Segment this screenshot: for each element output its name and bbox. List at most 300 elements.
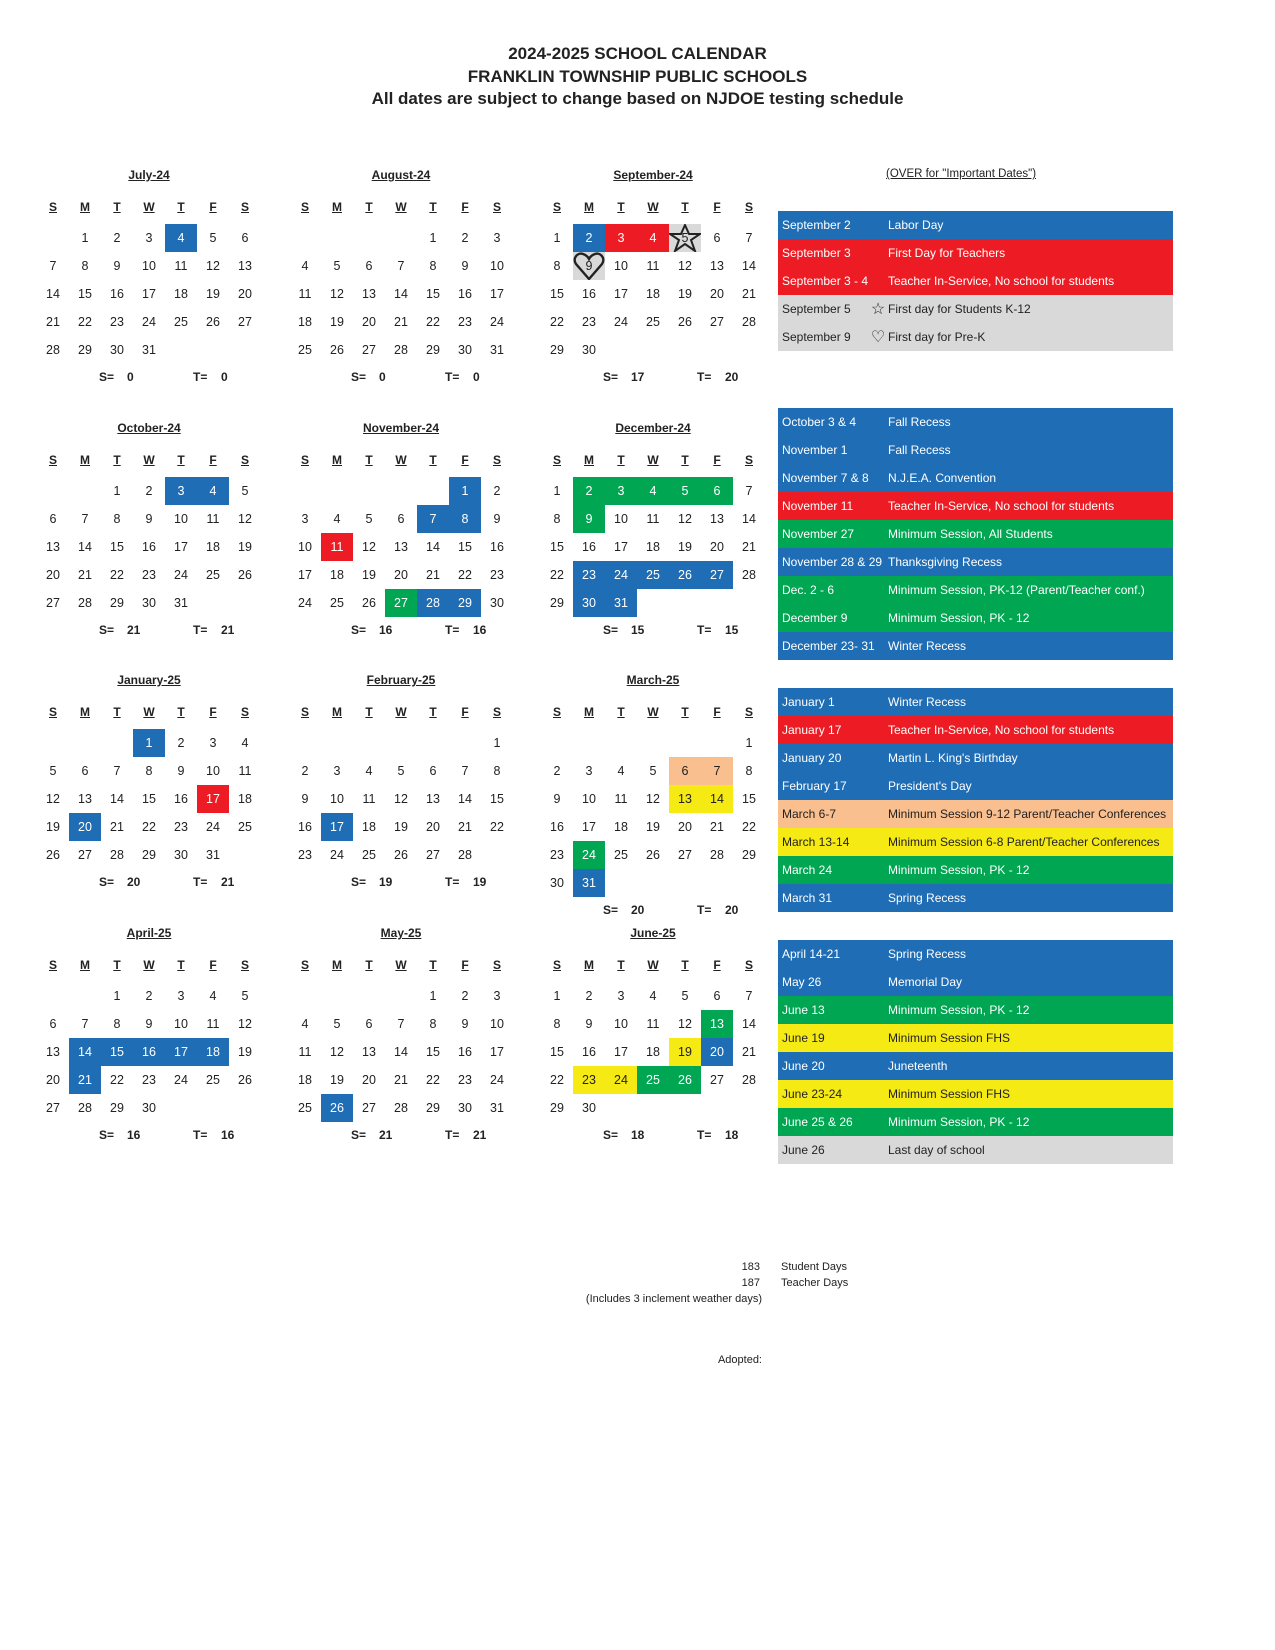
day-cell bbox=[37, 533, 69, 561]
day-number: 2 bbox=[585, 231, 593, 245]
day-number: 6 bbox=[713, 231, 721, 245]
empty-cell bbox=[289, 982, 321, 1010]
student-total: 18 bbox=[631, 1128, 645, 1142]
day-number: 19 bbox=[678, 287, 692, 301]
day-cell bbox=[481, 477, 513, 505]
day-number: 1 bbox=[553, 484, 561, 498]
weekday-header: F bbox=[209, 453, 217, 467]
day-number: 10 bbox=[614, 259, 628, 273]
teacher-total-label: T= bbox=[445, 370, 460, 384]
day-number: 30 bbox=[582, 343, 596, 357]
day-number: 20 bbox=[710, 287, 724, 301]
teacher-total-label: T= bbox=[193, 875, 208, 889]
day-cell bbox=[101, 589, 133, 617]
day-number: 17 bbox=[330, 820, 344, 834]
day-number: 12 bbox=[238, 1017, 252, 1031]
day-number: 20 bbox=[678, 820, 692, 834]
student-total: 0 bbox=[379, 370, 386, 384]
day-number: 18 bbox=[206, 1045, 220, 1059]
day-number: 13 bbox=[78, 792, 92, 806]
day-cell bbox=[637, 813, 669, 841]
day-number: 14 bbox=[426, 540, 440, 554]
calendar-title: 2024-2025 SCHOOL CALENDAR bbox=[508, 44, 767, 63]
day-number: 14 bbox=[78, 540, 92, 554]
student-total: 21 bbox=[379, 1128, 393, 1142]
day-number: 5 bbox=[681, 484, 689, 498]
day-cell bbox=[385, 533, 417, 561]
day-number: 15 bbox=[550, 1045, 564, 1059]
day-cell bbox=[229, 280, 261, 308]
day-number: 7 bbox=[81, 1017, 89, 1031]
day-cell bbox=[669, 757, 701, 785]
legend-label: Thanksgiving Recess bbox=[888, 555, 1003, 569]
day-cell bbox=[385, 252, 417, 280]
day-number: 17 bbox=[490, 287, 504, 301]
day-cell bbox=[481, 336, 513, 364]
day-cell bbox=[165, 252, 197, 280]
month-grid bbox=[289, 701, 513, 869]
teacher-total: 20 bbox=[725, 903, 739, 917]
day-cell bbox=[385, 813, 417, 841]
day-cell bbox=[701, 813, 733, 841]
empty-cell bbox=[289, 224, 321, 252]
day-number: 19 bbox=[330, 1073, 344, 1087]
legend-date: January 1 bbox=[782, 695, 835, 709]
day-cell bbox=[37, 336, 69, 364]
day-cell bbox=[197, 757, 229, 785]
weekday-header: S bbox=[48, 705, 57, 719]
legend-label: Last day of school bbox=[888, 1143, 985, 1157]
day-cell bbox=[481, 785, 513, 813]
day-cell bbox=[37, 1038, 69, 1066]
day-cell bbox=[69, 841, 101, 869]
student-total-label: S= bbox=[351, 1128, 367, 1142]
legend-date: June 26 bbox=[782, 1143, 825, 1157]
day-number: 2 bbox=[145, 989, 153, 1003]
legend-label: Spring Recess bbox=[888, 891, 967, 905]
day-number: 27 bbox=[362, 343, 376, 357]
day-number: 22 bbox=[458, 568, 472, 582]
day-number: 8 bbox=[145, 764, 153, 778]
empty-cell bbox=[417, 477, 449, 505]
day-number: 11 bbox=[238, 764, 252, 778]
day-cell bbox=[37, 1010, 69, 1038]
day-cell bbox=[733, 1010, 765, 1038]
day-number: 25 bbox=[238, 820, 252, 834]
empty-cell bbox=[37, 477, 69, 505]
weekday-header: S bbox=[552, 453, 561, 467]
day-number: 24 bbox=[614, 568, 628, 582]
day-cell bbox=[229, 757, 261, 785]
day-cell bbox=[197, 280, 229, 308]
day-cell bbox=[289, 589, 321, 617]
day-cell bbox=[69, 813, 101, 841]
legend-row bbox=[778, 576, 1173, 604]
legend-row bbox=[778, 548, 1173, 576]
day-number: 3 bbox=[617, 231, 625, 245]
legend-date: November 11 bbox=[782, 499, 854, 513]
day-cell bbox=[449, 533, 481, 561]
day-number: 7 bbox=[713, 764, 721, 778]
day-cell bbox=[573, 252, 605, 280]
legend-date: September 3 bbox=[782, 246, 851, 260]
day-number: 2 bbox=[177, 736, 185, 750]
empty-cell bbox=[353, 982, 385, 1010]
day-totals bbox=[289, 875, 513, 889]
day-cell bbox=[289, 1066, 321, 1094]
day-number: 6 bbox=[713, 989, 721, 1003]
day-number: 24 bbox=[206, 820, 220, 834]
legend-label: Minimum Session, PK - 12 bbox=[888, 1115, 1030, 1129]
day-cell bbox=[321, 785, 353, 813]
student-total-label: S= bbox=[351, 370, 367, 384]
day-number: 4 bbox=[209, 484, 217, 498]
teacher-total-label: T= bbox=[445, 623, 460, 637]
day-number: 30 bbox=[582, 1101, 596, 1115]
day-number: 25 bbox=[298, 1101, 312, 1115]
day-number: 13 bbox=[46, 1045, 60, 1059]
day-number: 4 bbox=[617, 764, 625, 778]
day-cell bbox=[733, 561, 765, 589]
month-grid bbox=[289, 954, 513, 1122]
day-number: 29 bbox=[142, 848, 156, 862]
legend-row bbox=[778, 856, 1173, 884]
day-number: 8 bbox=[461, 512, 469, 526]
legend-date: March 24 bbox=[782, 863, 833, 877]
day-cell bbox=[417, 757, 449, 785]
empty-cell bbox=[321, 729, 353, 757]
day-cell bbox=[417, 533, 449, 561]
day-number: 22 bbox=[550, 568, 564, 582]
day-cell bbox=[321, 757, 353, 785]
day-cell bbox=[733, 477, 765, 505]
day-cell bbox=[289, 813, 321, 841]
day-cell bbox=[733, 813, 765, 841]
day-cell bbox=[229, 224, 261, 252]
day-cell bbox=[37, 813, 69, 841]
day-number: 15 bbox=[426, 287, 440, 301]
teacher-total-label: T= bbox=[445, 1128, 460, 1142]
day-cell bbox=[133, 561, 165, 589]
day-cell bbox=[69, 224, 101, 252]
weekday-header: T bbox=[113, 200, 121, 214]
student-total: 0 bbox=[127, 370, 134, 384]
day-cell bbox=[321, 589, 353, 617]
day-number: 10 bbox=[490, 1017, 504, 1031]
empty-cell bbox=[541, 729, 573, 757]
day-number: 1 bbox=[81, 231, 89, 245]
weekday-header: F bbox=[209, 958, 217, 972]
day-cell bbox=[385, 280, 417, 308]
month-grid bbox=[289, 449, 513, 617]
day-number: 25 bbox=[206, 568, 220, 582]
legend-date: December 9 bbox=[782, 611, 848, 625]
day-number: 16 bbox=[142, 1045, 156, 1059]
day-number: 6 bbox=[365, 1017, 373, 1031]
student-total-label: S= bbox=[351, 623, 367, 637]
day-cell bbox=[289, 785, 321, 813]
day-number: 3 bbox=[617, 484, 625, 498]
day-number: 17 bbox=[206, 792, 220, 806]
day-number: 29 bbox=[742, 848, 756, 862]
day-cell bbox=[573, 785, 605, 813]
legend-date: December 23- 31 bbox=[782, 639, 875, 653]
day-cell bbox=[669, 813, 701, 841]
day-cell bbox=[669, 841, 701, 869]
day-cell bbox=[101, 561, 133, 589]
legend-date: February 17 bbox=[782, 779, 847, 793]
day-cell bbox=[289, 308, 321, 336]
day-cell bbox=[637, 533, 669, 561]
day-cell bbox=[353, 813, 385, 841]
day-cell bbox=[69, 1038, 101, 1066]
day-number: 22 bbox=[110, 1073, 124, 1087]
day-cell bbox=[417, 505, 449, 533]
day-cell bbox=[481, 1038, 513, 1066]
weekday-header: S bbox=[240, 705, 249, 719]
day-number: 5 bbox=[681, 989, 689, 1003]
day-cell bbox=[385, 1066, 417, 1094]
day-number: 30 bbox=[142, 596, 156, 610]
student-total-label: S= bbox=[99, 875, 115, 889]
day-cell bbox=[353, 1066, 385, 1094]
day-number: 18 bbox=[174, 287, 188, 301]
teacher-total: 20 bbox=[725, 370, 739, 384]
day-cell bbox=[133, 1038, 165, 1066]
day-cell bbox=[353, 533, 385, 561]
day-cell bbox=[385, 757, 417, 785]
day-cell bbox=[573, 280, 605, 308]
day-number: 7 bbox=[113, 764, 121, 778]
day-number: 4 bbox=[301, 1017, 309, 1031]
day-cell bbox=[353, 505, 385, 533]
legend-date: September 5 bbox=[782, 302, 851, 316]
day-cell bbox=[637, 757, 669, 785]
day-number: 17 bbox=[298, 568, 312, 582]
day-cell bbox=[37, 280, 69, 308]
day-number: 26 bbox=[206, 315, 220, 329]
day-number: 5 bbox=[49, 764, 57, 778]
day-cell bbox=[165, 561, 197, 589]
day-cell bbox=[197, 1038, 229, 1066]
weekday-header: S bbox=[240, 958, 249, 972]
empty-cell bbox=[637, 729, 669, 757]
day-cell bbox=[69, 1066, 101, 1094]
teacher-total: 18 bbox=[725, 1128, 739, 1142]
day-cell bbox=[669, 280, 701, 308]
day-number: 13 bbox=[710, 259, 724, 273]
day-number: 12 bbox=[206, 259, 220, 273]
day-cell bbox=[353, 336, 385, 364]
day-cell bbox=[449, 757, 481, 785]
day-number: 27 bbox=[46, 1101, 60, 1115]
day-cell bbox=[541, 1010, 573, 1038]
weekday-header: M bbox=[584, 453, 594, 467]
day-number: 15 bbox=[110, 1045, 124, 1059]
day-number: 9 bbox=[177, 764, 185, 778]
day-number: 2 bbox=[145, 484, 153, 498]
day-number: 26 bbox=[362, 596, 376, 610]
weekday-header: W bbox=[647, 200, 659, 214]
month-calendar bbox=[541, 673, 765, 917]
legend-row bbox=[778, 716, 1173, 744]
legend-date: November 28 & 29 bbox=[782, 555, 883, 569]
student-total: 16 bbox=[379, 623, 393, 637]
day-number: 11 bbox=[298, 287, 312, 301]
day-number: 20 bbox=[46, 568, 60, 582]
legend-group bbox=[778, 408, 1173, 660]
weekday-header: M bbox=[80, 453, 90, 467]
weekday-header: M bbox=[332, 453, 342, 467]
day-totals bbox=[289, 1128, 513, 1142]
weekday-header: M bbox=[584, 958, 594, 972]
day-cell bbox=[417, 785, 449, 813]
day-number: 15 bbox=[426, 1045, 440, 1059]
day-cell bbox=[101, 308, 133, 336]
day-cell bbox=[541, 477, 573, 505]
day-number: 9 bbox=[301, 792, 309, 806]
student-total-label: S= bbox=[99, 370, 115, 384]
weekday-header: F bbox=[461, 958, 469, 972]
day-cell bbox=[481, 505, 513, 533]
day-cell bbox=[101, 813, 133, 841]
day-cell bbox=[197, 841, 229, 869]
day-number: 16 bbox=[582, 1045, 596, 1059]
teacher-total-label: T= bbox=[697, 903, 712, 917]
teacher-total: 21 bbox=[473, 1128, 487, 1142]
weekday-header: S bbox=[492, 453, 501, 467]
day-number: 20 bbox=[362, 1073, 376, 1087]
day-cell bbox=[133, 729, 165, 757]
legend-row bbox=[778, 604, 1173, 632]
day-number: 21 bbox=[46, 315, 60, 329]
month-title: September-24 bbox=[613, 168, 693, 182]
day-cell bbox=[289, 1094, 321, 1122]
legend-row bbox=[778, 295, 1173, 323]
weekday-header: F bbox=[209, 705, 217, 719]
day-cell bbox=[229, 533, 261, 561]
month-grid bbox=[37, 196, 261, 364]
teacher-total-label: T= bbox=[697, 370, 712, 384]
day-number: 17 bbox=[490, 1045, 504, 1059]
day-cell bbox=[541, 224, 573, 252]
day-number: 9 bbox=[145, 1017, 153, 1031]
day-cell bbox=[321, 841, 353, 869]
day-cell bbox=[69, 308, 101, 336]
day-number: 3 bbox=[493, 989, 501, 1003]
day-number: 7 bbox=[429, 512, 437, 526]
day-number: 3 bbox=[585, 764, 593, 778]
student-total-label: S= bbox=[603, 903, 619, 917]
month-grid bbox=[541, 701, 765, 897]
day-cell bbox=[165, 757, 197, 785]
month-grid bbox=[541, 954, 765, 1122]
day-totals bbox=[37, 623, 261, 637]
day-cell bbox=[133, 533, 165, 561]
day-number: 7 bbox=[745, 231, 753, 245]
day-number: 15 bbox=[110, 540, 124, 554]
month-title: March-25 bbox=[626, 673, 680, 687]
day-number: 7 bbox=[461, 764, 469, 778]
day-number: 8 bbox=[553, 512, 561, 526]
day-number: 29 bbox=[110, 1101, 124, 1115]
day-number: 16 bbox=[458, 1045, 472, 1059]
day-cell bbox=[733, 224, 765, 252]
day-number: 9 bbox=[461, 259, 469, 273]
day-cell bbox=[321, 505, 353, 533]
day-cell bbox=[481, 533, 513, 561]
day-cell bbox=[69, 280, 101, 308]
student-total: 19 bbox=[379, 875, 393, 889]
day-cell bbox=[449, 1066, 481, 1094]
legend-row bbox=[778, 1024, 1173, 1052]
day-number: 28 bbox=[742, 315, 756, 329]
day-cell bbox=[101, 1010, 133, 1038]
day-cell bbox=[605, 533, 637, 561]
empty-cell bbox=[289, 477, 321, 505]
weekday-header: W bbox=[395, 958, 407, 972]
day-cell bbox=[669, 533, 701, 561]
day-number: 14 bbox=[78, 1045, 92, 1059]
day-number: 3 bbox=[209, 736, 217, 750]
teacher-days-count: 187 bbox=[741, 1277, 760, 1289]
weekday-header: F bbox=[209, 200, 217, 214]
teacher-total: 15 bbox=[725, 623, 739, 637]
legend-label: Fall Recess bbox=[888, 443, 951, 457]
day-cell bbox=[69, 1094, 101, 1122]
day-cell bbox=[541, 869, 573, 897]
day-number: 2 bbox=[585, 484, 593, 498]
day-cell bbox=[481, 561, 513, 589]
day-cell bbox=[449, 1010, 481, 1038]
weekday-header: M bbox=[80, 705, 90, 719]
legend-row bbox=[778, 1108, 1173, 1136]
day-cell bbox=[449, 280, 481, 308]
day-number: 31 bbox=[490, 1101, 504, 1115]
legend-row bbox=[778, 968, 1173, 996]
day-cell bbox=[69, 757, 101, 785]
day-number: 2 bbox=[461, 231, 469, 245]
day-cell bbox=[573, 224, 605, 252]
day-number: 28 bbox=[78, 1101, 92, 1115]
day-number: 8 bbox=[553, 259, 561, 273]
student-days-count: 183 bbox=[741, 1261, 760, 1273]
day-cell bbox=[481, 589, 513, 617]
day-cell bbox=[605, 308, 637, 336]
day-number: 20 bbox=[238, 287, 252, 301]
day-cell bbox=[101, 533, 133, 561]
day-number: 16 bbox=[298, 820, 312, 834]
day-number: 27 bbox=[710, 568, 724, 582]
day-cell bbox=[197, 252, 229, 280]
day-number: 12 bbox=[678, 512, 692, 526]
month-title: June-25 bbox=[630, 926, 676, 940]
day-number: 16 bbox=[550, 820, 564, 834]
day-cell bbox=[573, 308, 605, 336]
day-number: 28 bbox=[78, 596, 92, 610]
empty-cell bbox=[69, 982, 101, 1010]
day-number: 28 bbox=[394, 1101, 408, 1115]
day-number: 31 bbox=[142, 343, 156, 357]
day-cell bbox=[101, 336, 133, 364]
day-number: 25 bbox=[206, 1073, 220, 1087]
day-cell bbox=[573, 757, 605, 785]
adopted-label: Adopted: bbox=[717, 1354, 762, 1366]
day-cell bbox=[385, 841, 417, 869]
day-cell bbox=[69, 505, 101, 533]
day-number: 21 bbox=[78, 1073, 92, 1087]
day-number: 31 bbox=[174, 596, 188, 610]
